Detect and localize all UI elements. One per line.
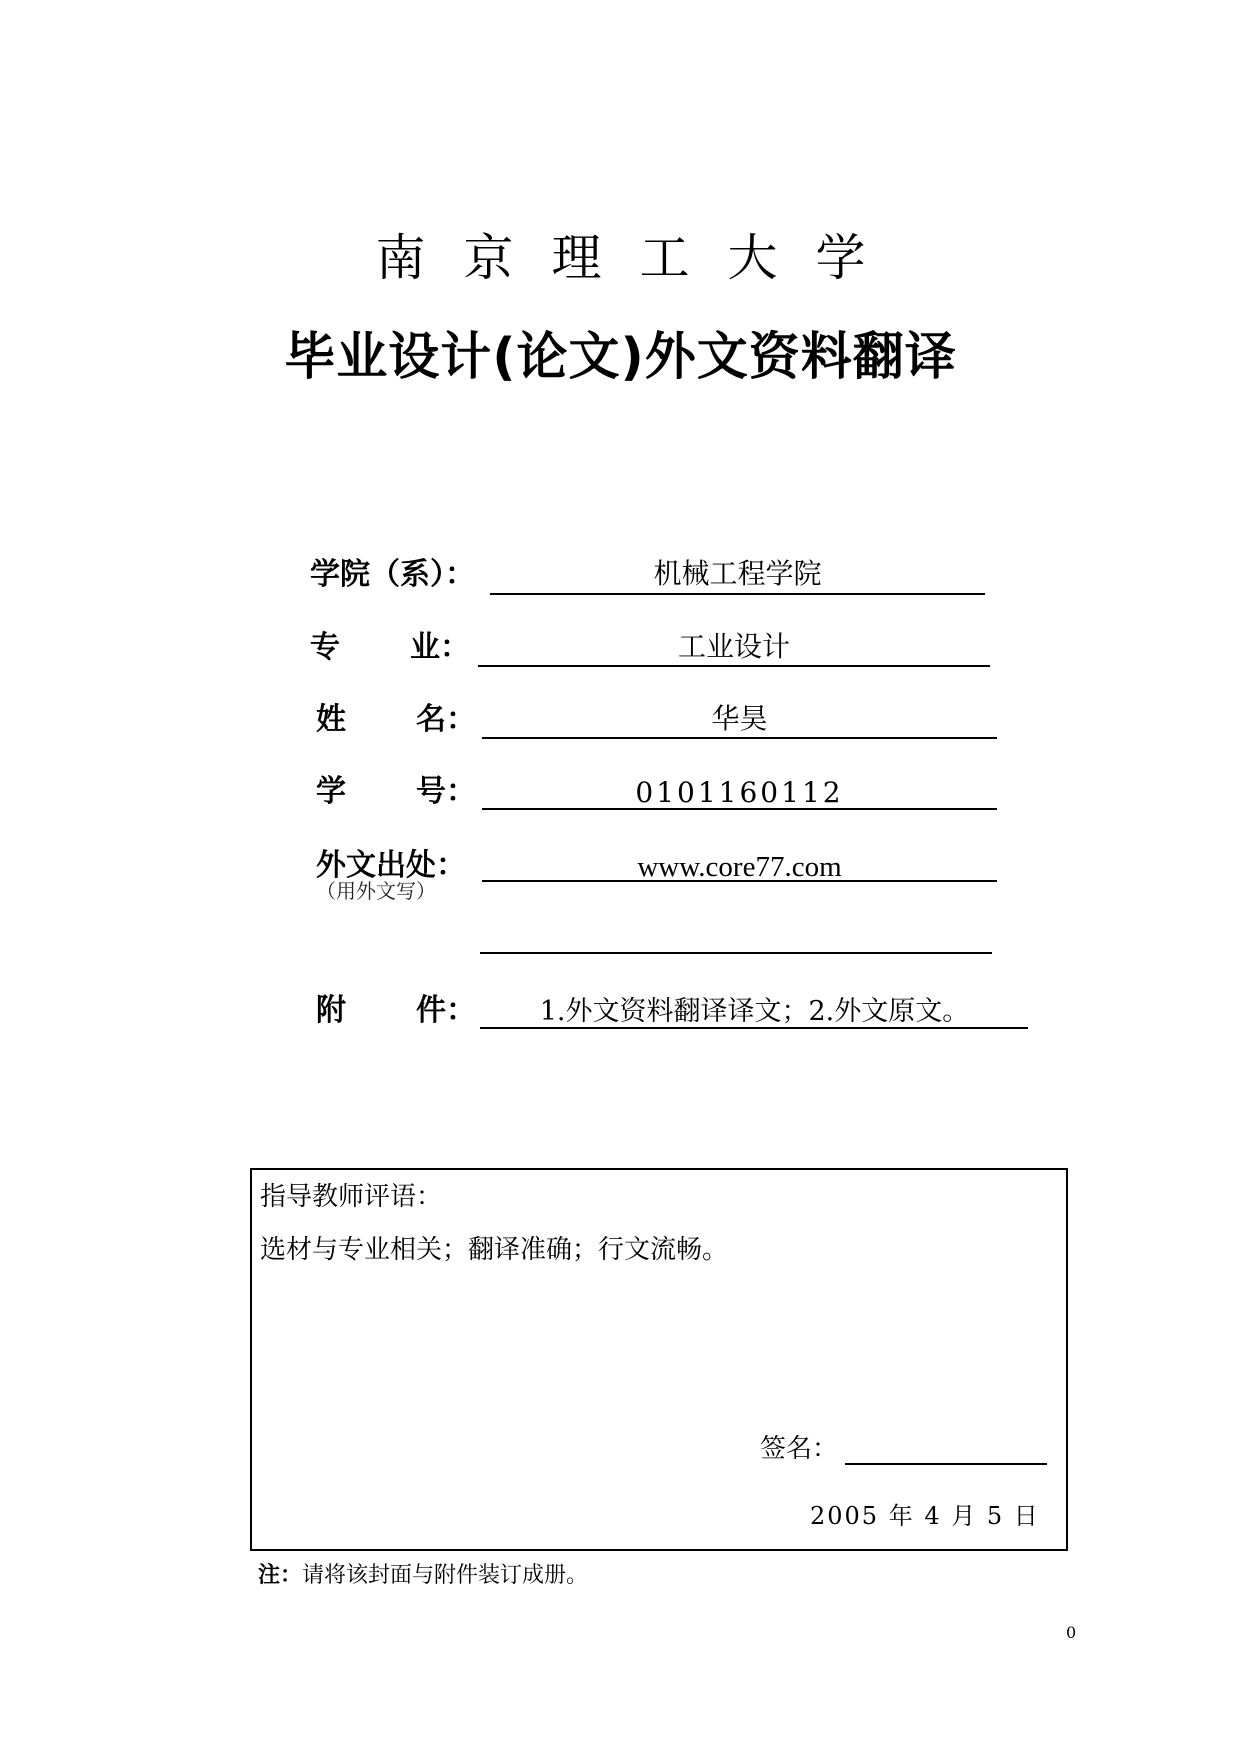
major-label-a: 专 <box>310 630 340 665</box>
attachment-underline <box>480 1027 1028 1029</box>
page-number: 0 <box>1066 1623 1077 1642</box>
name-underline <box>482 737 997 739</box>
footer-note <box>258 1562 588 1590</box>
student-id-label <box>316 774 476 810</box>
source-underline <box>482 880 997 882</box>
student-id-label-b: 号： <box>416 774 476 809</box>
attachment-label-b: 件： <box>416 993 476 1028</box>
major-value: 工业设计 <box>677 630 790 663</box>
attachment-label <box>316 993 476 1029</box>
source-hint: （用外文写） <box>316 879 436 903</box>
student-id-value: 0101160112 <box>635 776 844 809</box>
name-label-a: 姓 <box>316 702 346 737</box>
signature-line <box>845 1463 1047 1465</box>
advisor-comment-box <box>250 1168 1068 1551</box>
name-label-b: 名： <box>416 702 476 737</box>
comment-date: 2005 年 4 月 5 日 <box>810 1502 1040 1530</box>
document-title: 毕业设计(论文)外文资料翻译 <box>284 328 957 387</box>
note-text: 请将该封面与附件装订成册。 <box>302 1563 589 1588</box>
name-value: 华昊 <box>711 702 768 735</box>
name-label <box>316 702 476 738</box>
note-prefix: 注： <box>258 1563 303 1588</box>
student-id-label-a: 学 <box>316 774 346 809</box>
college-underline <box>490 593 985 595</box>
signature-label: 签名： <box>760 1434 839 1464</box>
major-underline <box>478 665 990 667</box>
major-label-b: 业： <box>410 630 470 665</box>
attachment-label-a: 附 <box>316 993 346 1028</box>
student-id-underline <box>482 808 997 810</box>
source-value: www.core77.com <box>637 851 842 883</box>
college-label: 学院（系）： <box>310 557 475 592</box>
comment-text: 选材与专业相关；翻译准确；行文流畅。 <box>260 1235 729 1265</box>
college-value: 机械工程学院 <box>653 557 822 590</box>
source-underline-2 <box>480 952 992 954</box>
university-name: 南京理工大学 <box>375 229 904 287</box>
major-label <box>310 630 470 666</box>
attachment-value: 1.外文资料翻译译文；2.外文原文。 <box>539 996 970 1027</box>
source-label: 外文出处： <box>316 848 466 883</box>
comment-heading: 指导教师评语： <box>260 1182 443 1212</box>
